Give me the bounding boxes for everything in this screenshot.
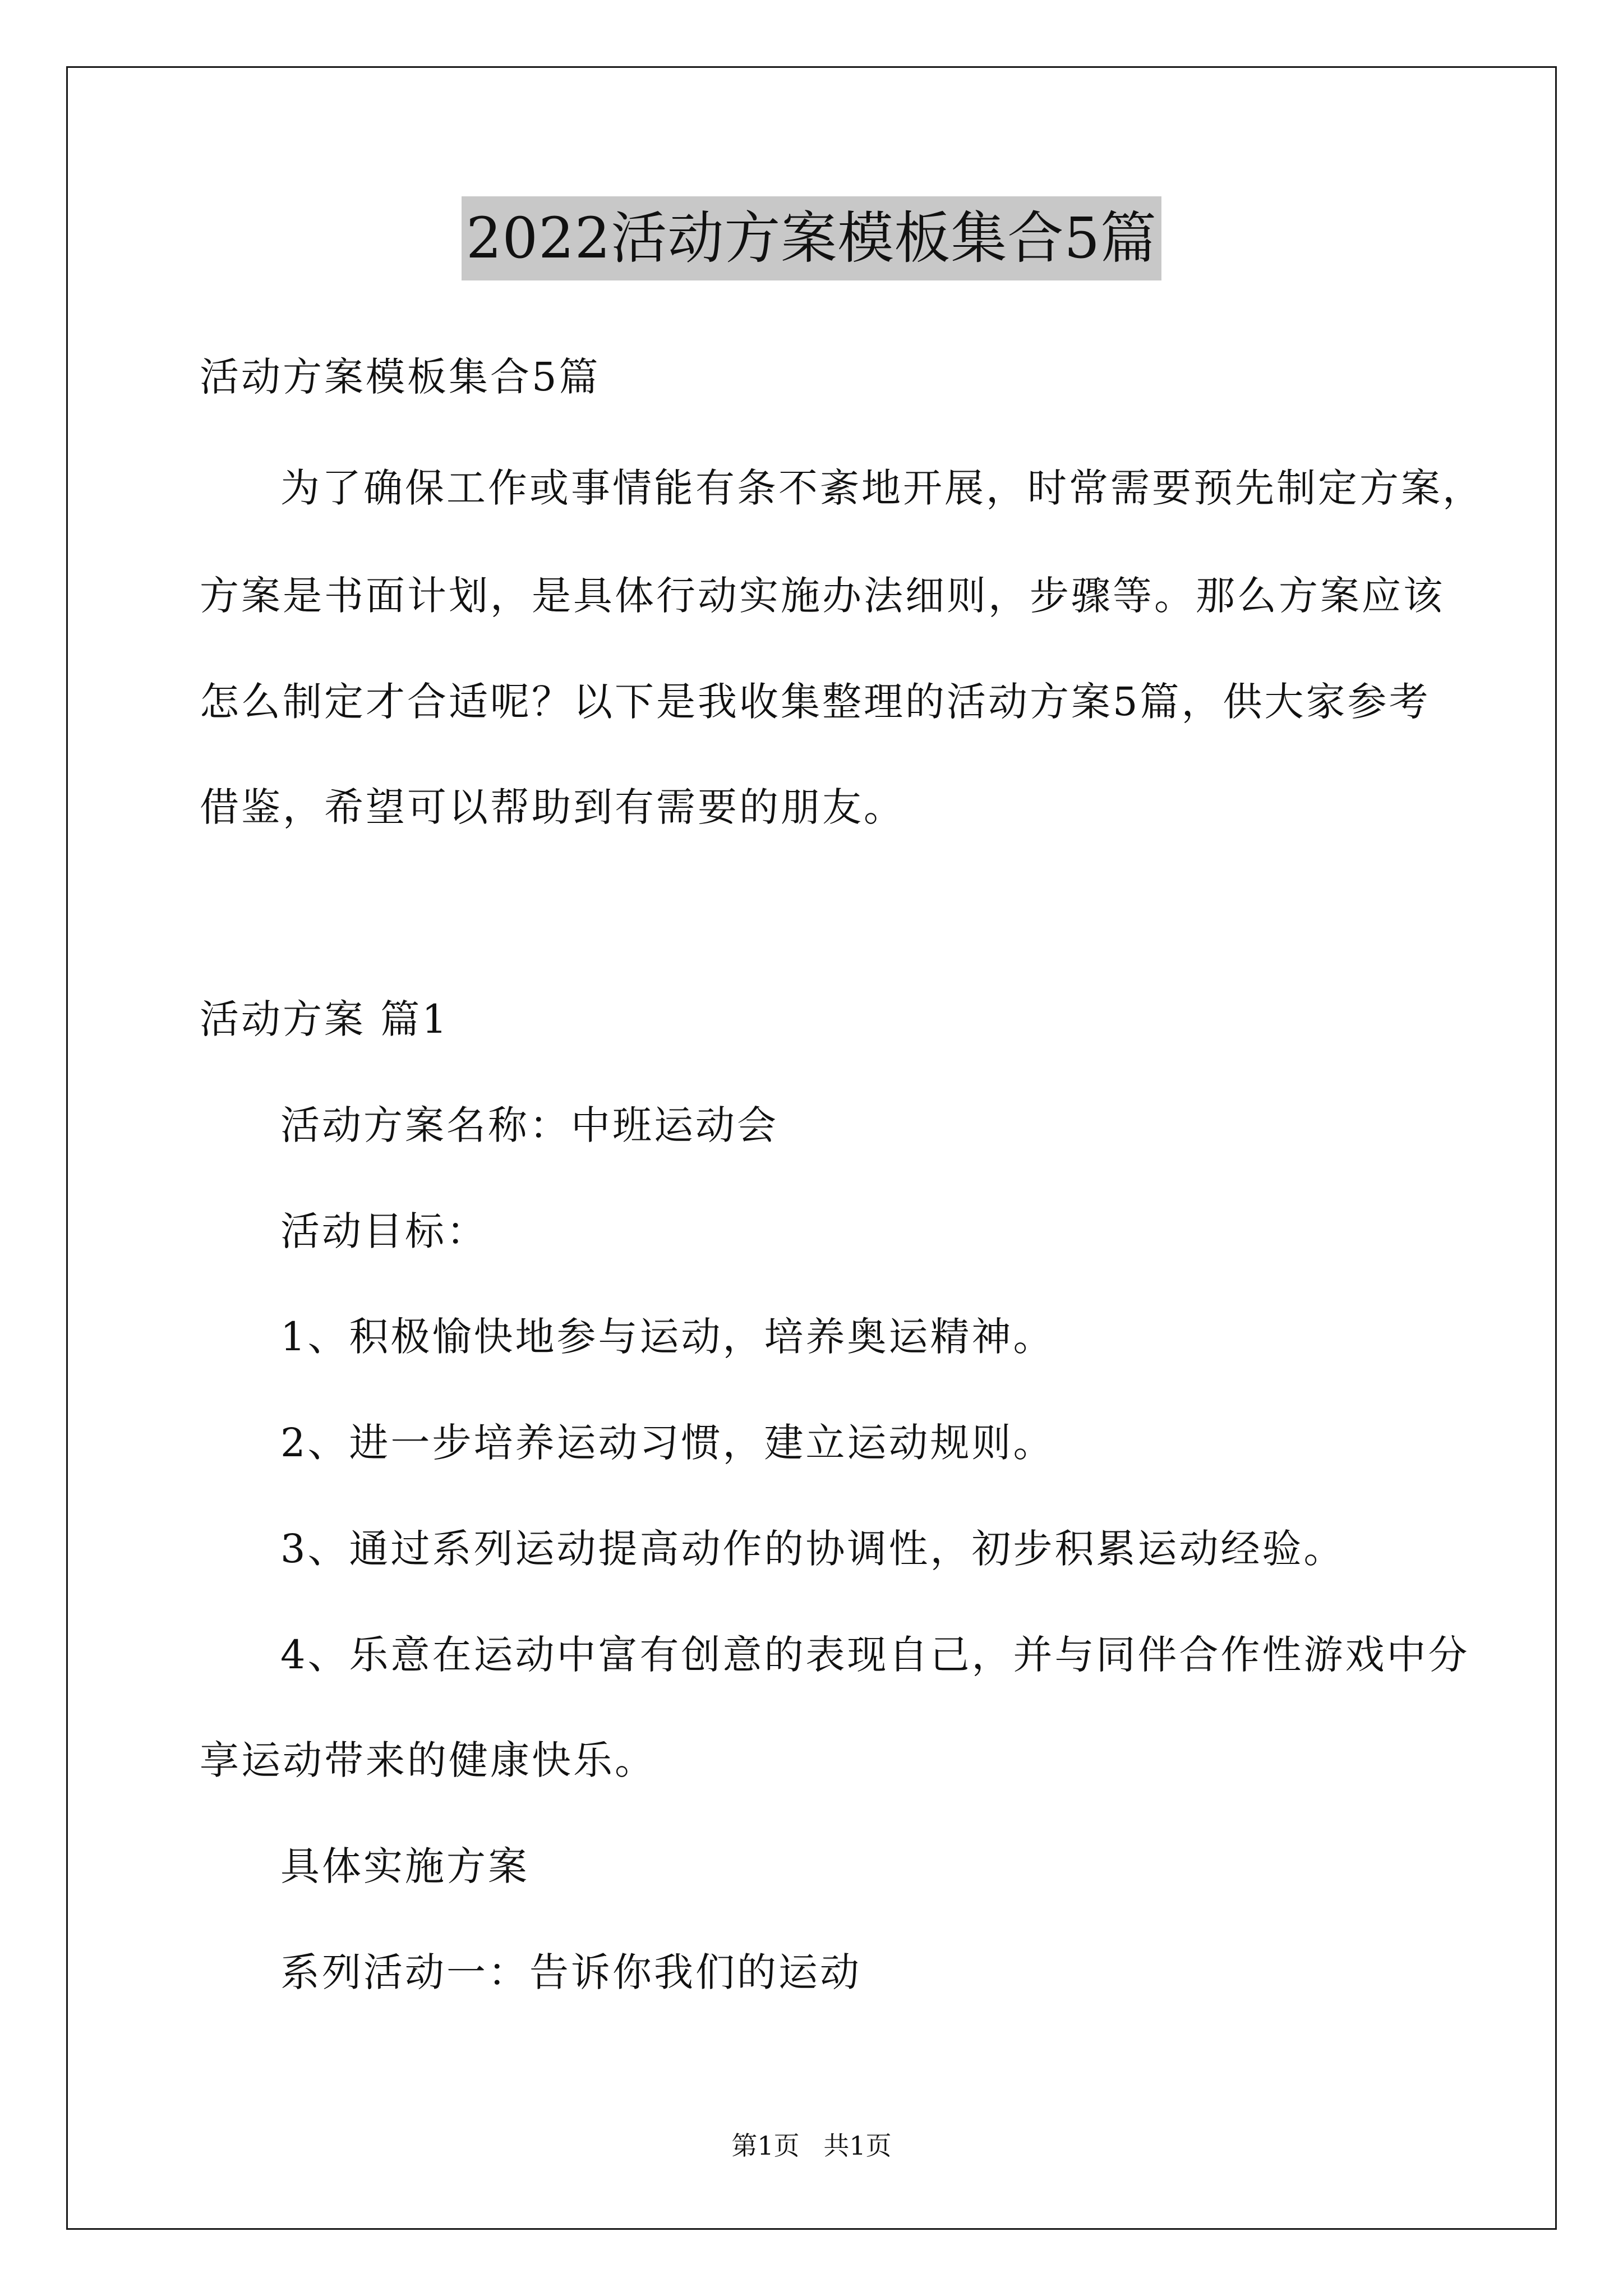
body-line: 借鉴，希望可以帮助到有需要的朋友。 xyxy=(200,784,905,830)
page-number: 第1页 xyxy=(731,2131,800,2161)
body-line: 为了确保工作或事情能有条不紊地开展，时常需要预先制定方案， xyxy=(280,465,1484,511)
page-footer xyxy=(0,2126,1623,2165)
body-line: 具体实施方案 xyxy=(280,1843,529,1889)
list-item-continued: 享运动带来的健康快乐。 xyxy=(200,1737,656,1783)
list-item: 2、进一步培养运动习惯，建立运动规则。 xyxy=(280,1420,1055,1466)
body-line: 活动目标： xyxy=(280,1208,488,1254)
document-title: 2022活动方案模板集合5篇 xyxy=(462,196,1161,280)
title-container xyxy=(0,196,1623,280)
list-item: 3、通过系列运动提高动作的协调性，初步积累运动经验。 xyxy=(280,1526,1345,1572)
body-line: 系列活动一：告诉你我们的运动 xyxy=(280,1949,861,1995)
section-heading: 活动方案 篇1 xyxy=(200,996,449,1042)
body-line: 方案是书面计划，是具体行动实施办法细则，步骤等。那么方案应该 xyxy=(200,573,1445,619)
list-item: 1、积极愉快地参与运动，培养奥运精神。 xyxy=(280,1314,1055,1360)
list-item: 4、乐意在运动中富有创意的表现自己，并与同伴合作性游戏中分 xyxy=(280,1632,1470,1678)
subtitle-line: 活动方案模板集合5篇 xyxy=(200,354,601,400)
body-line: 怎么制定才合适呢？以下是我收集整理的活动方案5篇，供大家参考 xyxy=(200,679,1431,725)
page-total: 共1页 xyxy=(823,2131,892,2161)
body-line: 活动方案名称：中班运动会 xyxy=(280,1102,778,1148)
